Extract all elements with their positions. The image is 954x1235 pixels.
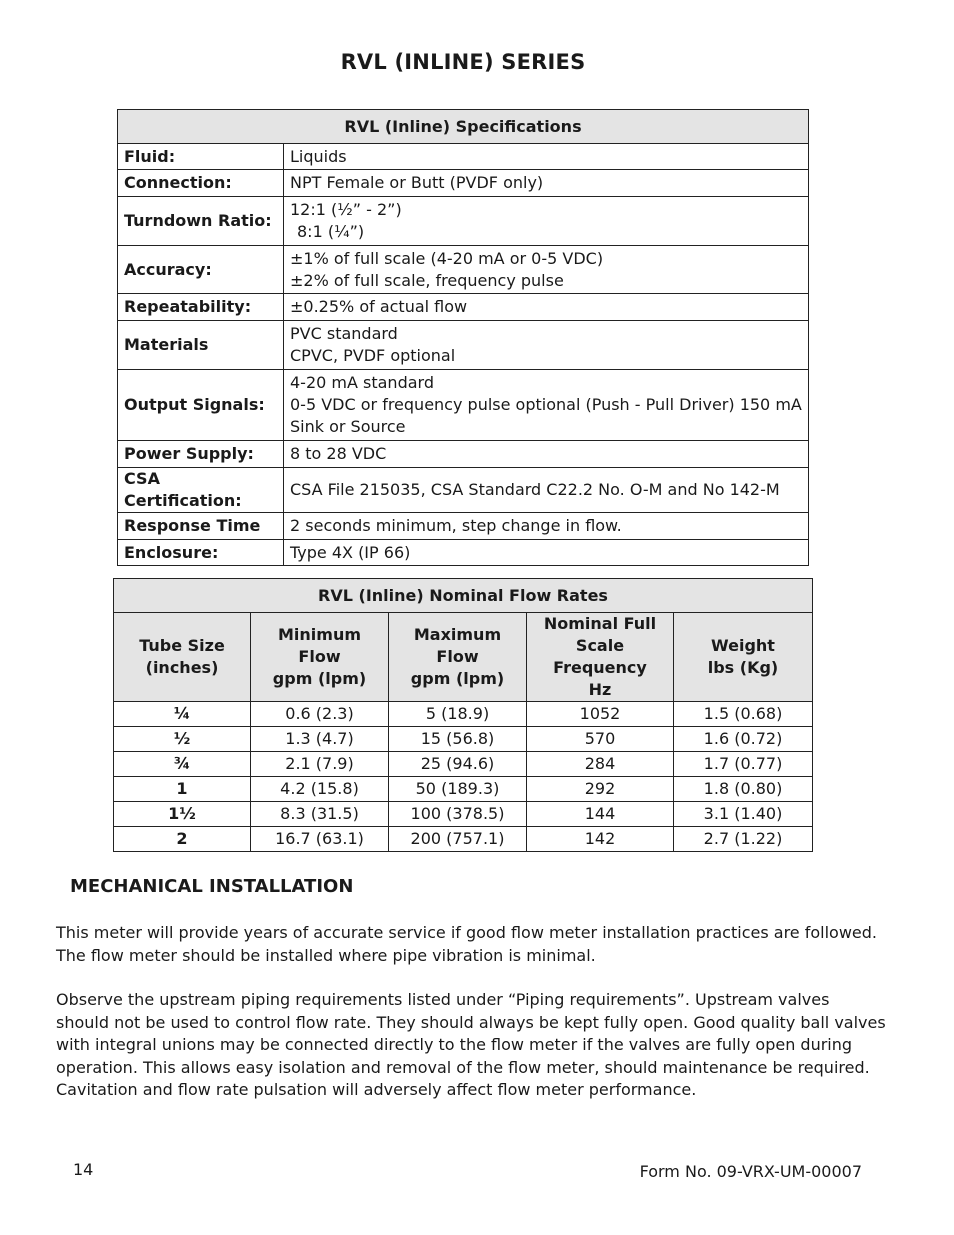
table-row	[114, 827, 813, 852]
table-row	[114, 802, 813, 827]
spec-value: NPT Female or Butt (PVDF only)	[284, 170, 809, 197]
table-row	[118, 540, 809, 566]
cell-tube-size: ¼	[114, 702, 251, 727]
table-row	[118, 170, 809, 197]
form-number: Form No. 09-VRX-UM-00007	[639, 1162, 862, 1181]
flow-table-caption: RVL (Inline) Nominal Flow Rates	[114, 579, 813, 613]
spec-value: 4-20 mA standard 0-5 VDC or frequency pulse optional (Push - Pull Driver) 150 mA Sink or Source	[284, 370, 809, 441]
cell-min-flow: 2.1 (7.9)	[251, 752, 389, 777]
column-header-tube-size: Tube Size (inches)	[114, 613, 251, 702]
table-row	[118, 197, 809, 246]
cell-weight: 1.6 (0.72)	[674, 727, 813, 752]
spec-label: Turndown Ratio:	[118, 197, 284, 246]
table-row	[118, 246, 809, 294]
cell-frequency: 284	[527, 752, 674, 777]
cell-max-flow: 5 (18.9)	[389, 702, 527, 727]
spec-value: ±1% of full scale (4-20 mA or 0-5 VDC) ±2% of full scale, frequency pulse	[284, 246, 809, 294]
spec-label: CSA Certification:	[118, 468, 284, 513]
table-row	[118, 321, 809, 370]
spec-label: Power Supply:	[118, 441, 284, 468]
table-row	[118, 370, 809, 441]
spec-value: Liquids	[284, 144, 809, 170]
spec-label: Output Signals:	[118, 370, 284, 441]
cell-max-flow: 200 (757.1)	[389, 827, 527, 852]
paragraph: Observe the upstream piping requirements listed under “Piping requirements”. Upstream valves should not be used to control flow rate. They should always be kept fully open. Good quality ball valves with integral unions may be connected directly to the flow meter if the valves are fully open during operation. This allows easy isolation and removal of the flow meter, should maintenance be required. Cavitation and flow rate pulsation will adversely affect flow meter performance.	[56, 990, 886, 1099]
spec-label: Response Time	[118, 513, 284, 540]
paragraph: This meter will provide years of accurate service if good flow meter installation practices are followed. The flow meter should be installed where pipe vibration is minimal.	[56, 923, 877, 965]
flow-rates-table	[113, 578, 813, 852]
table-row	[118, 144, 809, 170]
cell-tube-size: 2	[114, 827, 251, 852]
cell-weight: 1.5 (0.68)	[674, 702, 813, 727]
cell-min-flow: 0.6 (2.3)	[251, 702, 389, 727]
spec-value: 2 seconds minimum, step change in flow.	[284, 513, 809, 540]
specifications-table	[117, 109, 809, 566]
column-header-weight: Weight lbs (Kg)	[674, 613, 813, 702]
spec-value: CSA File 215035, CSA Standard C22.2 No. O-M and No 142-M	[284, 468, 809, 513]
cell-min-flow: 1.3 (4.7)	[251, 727, 389, 752]
column-header-frequency: Nominal Full Scale Frequency Hz	[527, 613, 674, 702]
column-header-minimum-flow: Minimum Flow gpm (lpm)	[251, 613, 389, 702]
spec-label: Accuracy:	[118, 246, 284, 294]
cell-weight: 1.8 (0.80)	[674, 777, 813, 802]
spec-value: 12:1 (½” - 2”) 8:1 (¼”)	[284, 197, 809, 246]
cell-min-flow: 4.2 (15.8)	[251, 777, 389, 802]
table-row	[114, 727, 813, 752]
cell-frequency: 570	[527, 727, 674, 752]
table-row	[114, 752, 813, 777]
cell-frequency: 1052	[527, 702, 674, 727]
spec-value: PVC standard CPVC, PVDF optional	[284, 321, 809, 370]
cell-min-flow: 8.3 (31.5)	[251, 802, 389, 827]
page-title: RVL (INLINE) SERIES	[340, 50, 586, 74]
cell-tube-size: 1½	[114, 802, 251, 827]
table-row	[114, 777, 813, 802]
spec-label: Materials	[118, 321, 284, 370]
table-row	[118, 294, 809, 321]
spec-label: Fluid:	[118, 144, 284, 170]
cell-weight: 1.7 (0.77)	[674, 752, 813, 777]
spec-value: ±0.25% of actual flow	[284, 294, 809, 321]
table-row	[118, 441, 809, 468]
cell-weight: 2.7 (1.22)	[674, 827, 813, 852]
cell-tube-size: ¾	[114, 752, 251, 777]
cell-max-flow: 25 (94.6)	[389, 752, 527, 777]
cell-tube-size: ½	[114, 727, 251, 752]
spec-label: Connection:	[118, 170, 284, 197]
spec-label: Repeatability:	[118, 294, 284, 321]
table-row	[118, 468, 809, 513]
cell-max-flow: 50 (189.3)	[389, 777, 527, 802]
cell-weight: 3.1 (1.40)	[674, 802, 813, 827]
cell-max-flow: 15 (56.8)	[389, 727, 527, 752]
page-number: 14	[73, 1160, 94, 1179]
cell-frequency: 144	[527, 802, 674, 827]
spec-table-caption: RVL (Inline) Specifications	[118, 110, 809, 144]
spec-value: 8 to 28 VDC	[284, 441, 809, 468]
table-row	[118, 513, 809, 540]
cell-frequency: 292	[527, 777, 674, 802]
table-row	[114, 702, 813, 727]
column-header-maximum-flow: Maximum Flow gpm (lpm)	[389, 613, 527, 702]
cell-min-flow: 16.7 (63.1)	[251, 827, 389, 852]
spec-label: Enclosure:	[118, 540, 284, 566]
cell-frequency: 142	[527, 827, 674, 852]
section-heading: MECHANICAL INSTALLATION	[70, 876, 354, 897]
cell-tube-size: 1	[114, 777, 251, 802]
cell-max-flow: 100 (378.5)	[389, 802, 527, 827]
spec-value: Type 4X (IP 66)	[284, 540, 809, 566]
